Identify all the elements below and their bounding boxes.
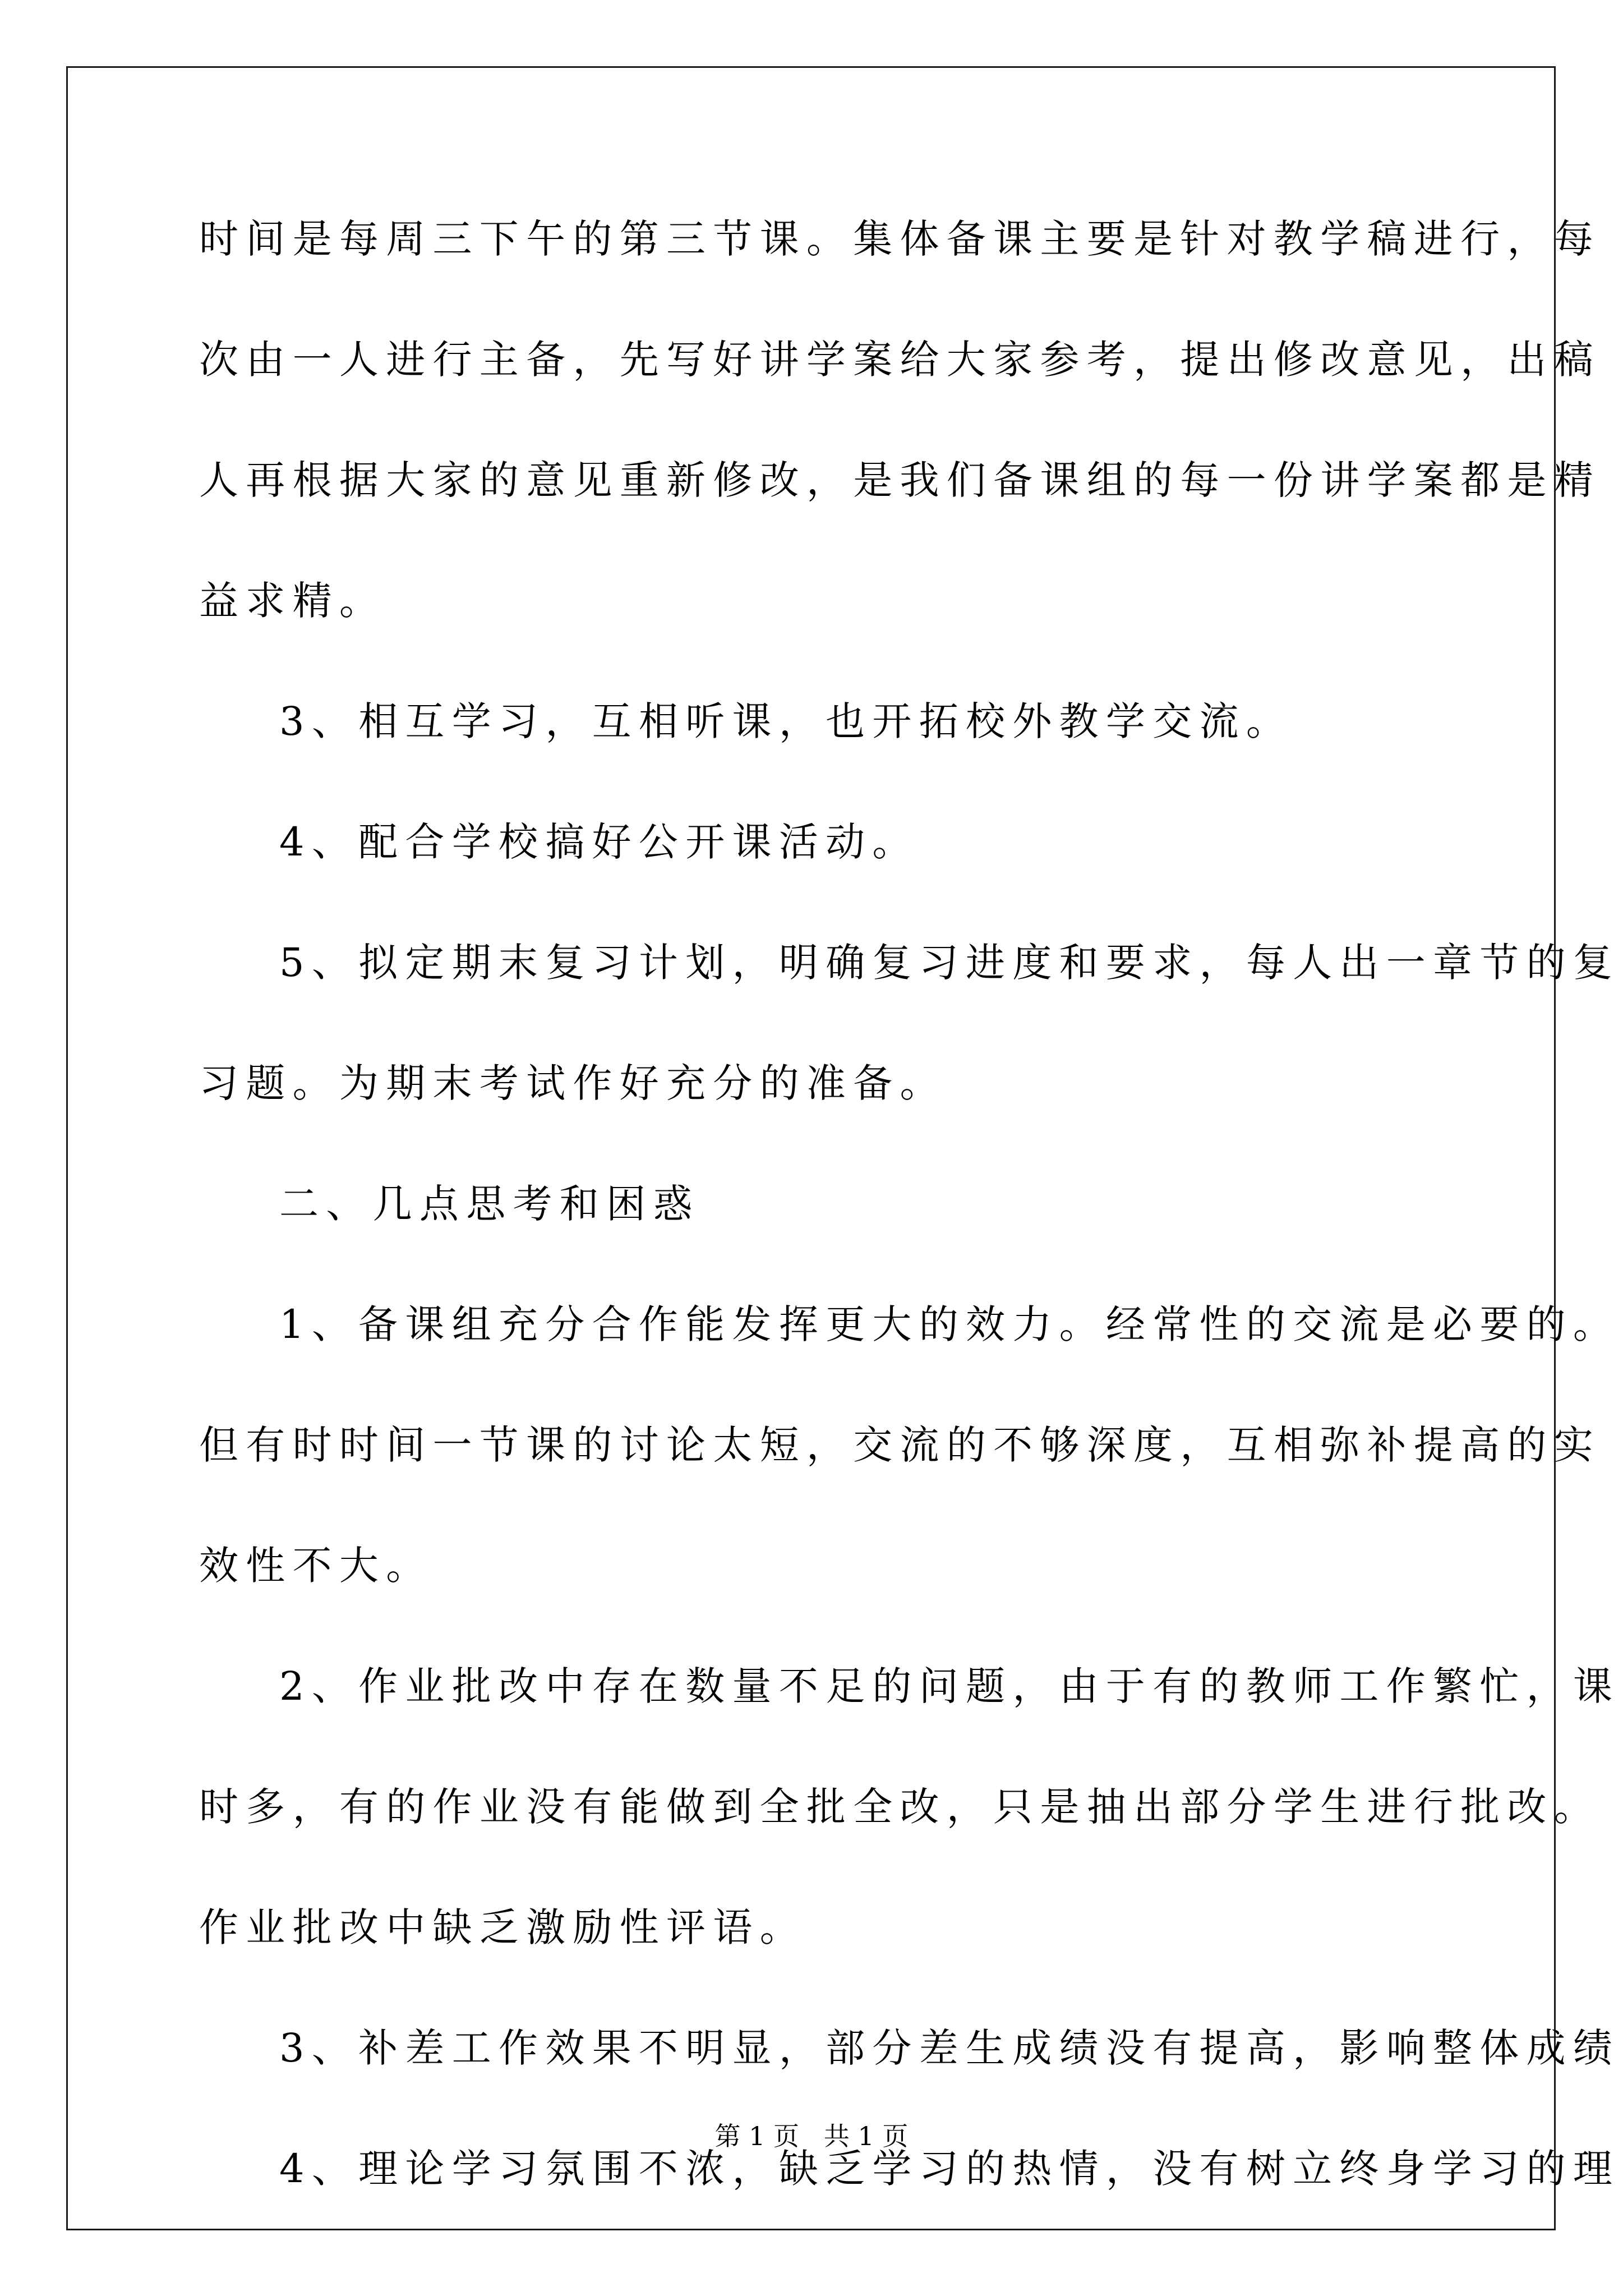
text-line: 1、备课组充分合作能发挥更大的效力。经常性的交流是必要的。 [279,1301,1620,1347]
text-line: 2、作业批改中存在数量不足的问题，由于有的教师工作繁忙，课 [279,1663,1620,1709]
text-line: 习题。为期末考试作好充分的准备。 [199,1060,947,1106]
page-number-footer: 第 1 页 共 1 页 [714,2121,909,2151]
text-line: 4、配合学校搞好公开课活动。 [279,819,919,865]
text-line: 5、拟定期末复习计划，明确复习进度和要求，每人出一章节的复 [279,940,1620,986]
text-line: 效性不大。 [199,1543,433,1589]
text-line: 时间是每周三下午的第三节课。集体备课主要是针对教学稿进行，每 [199,216,1601,262]
text-line: 时多，有的作业没有能做到全批全改，只是抽出部分学生进行批改。 [199,1784,1601,1830]
text-line: 4、理论学习氛围不浓，缺乏学习的热情，没有树立终身学习的理 [279,2146,1620,2192]
text-line: 作业批改中缺乏激励性评语。 [199,1904,806,1950]
text-line: 人再根据大家的意见重新修改，是我们备课组的每一份讲学案都是精 [199,457,1601,503]
text-line: 次由一人进行主备，先写好讲学案给大家参考，提出修改意见，出稿 [199,337,1601,383]
section-heading: 二、几点思考和困惑 [279,1181,700,1227]
text-line: 益求精。 [199,578,386,624]
text-line: 3、补差工作效果不明显，部分差生成绩没有提高，影响整体成绩 [279,2025,1620,2071]
text-line: 3、相互学习，互相听课，也开拓校外教学交流。 [279,698,1293,744]
text-line: 但有时时间一节课的讨论太短，交流的不够深度，互相弥补提高的实 [199,1422,1601,1468]
document-body [199,208,1620,2258]
